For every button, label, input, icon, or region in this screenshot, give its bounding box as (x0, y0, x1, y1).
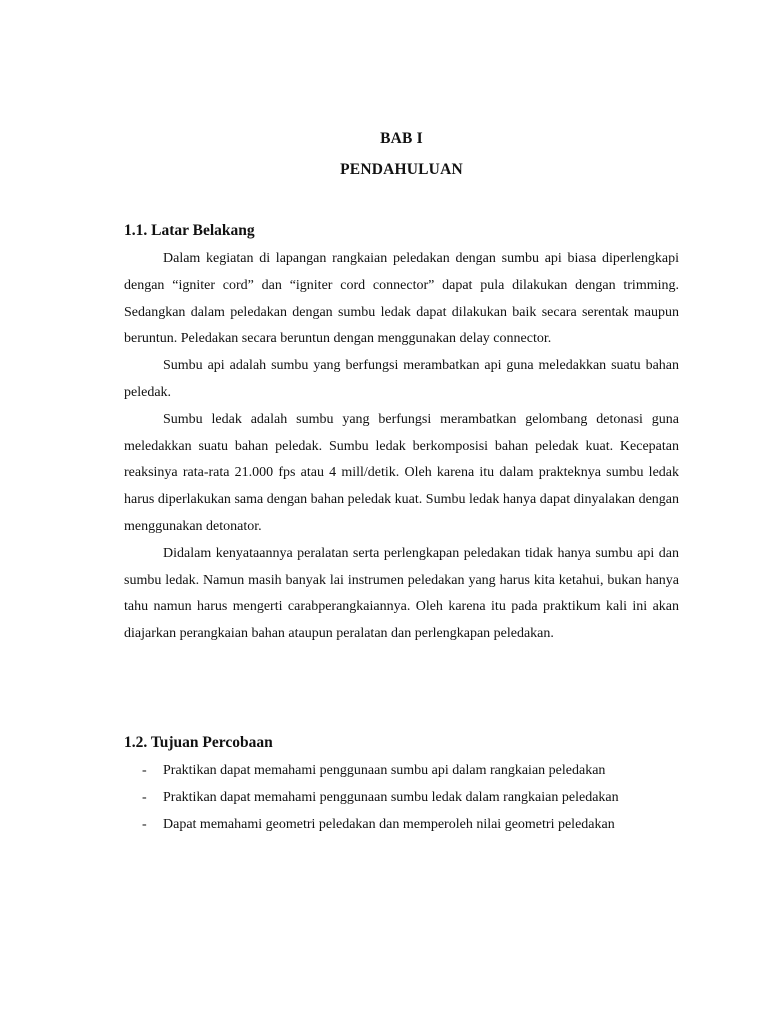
chapter-label: BAB I (380, 130, 423, 147)
paragraph: Sumbu ledak adalah sumbu yang berfungsi merambatkan gelombang detonasi guna meledakkan suatu bahan peledak. Sumbu ledak berkomposisi bahan peledak kuat. Kecepatan reaksinya rata-rata 21.000 fps atau 4 mill/detik. Oleh karena itu dalam prakteknya sumbu ledak harus diperlakukan sama dengan bahan peledak kuat. Sumbu ledak hanya dapat dinyalakan dengan menggunakan detonator. (124, 411, 679, 534)
list-item (124, 815, 679, 842)
objectives-list (124, 761, 679, 842)
list-item (124, 761, 679, 788)
list-item-text: Praktikan dapat memahami penggunaan sumbu ledak dalam rangkaian peledakan (163, 790, 619, 805)
paragraph: Dalam kegiatan di lapangan rangkaian peledakan dengan sumbu api biasa diperlengkapi dengan “igniter cord” dan “igniter cord connector” dapat pula dilakukan dengan trimming. Sedangkan dalam peledakan dengan sumbu ledak dapat dilakukan baik secara serentak maupun beruntun. Peledakan secara beruntun dengan menggunakan delay connector. (124, 251, 679, 347)
section-body-latar-belakang (124, 246, 679, 648)
bullet-dash: - (142, 817, 147, 832)
list-item (124, 788, 679, 815)
list-item-text: Dapat memahami geometri peledakan dan memperoleh nilai geometri peledakan (163, 817, 615, 832)
paragraph: Sumbu api adalah sumbu yang berfungsi merambatkan api guna meledakkan suatu bahan peledak. (124, 358, 679, 400)
bullet-dash: - (142, 763, 147, 778)
section-heading-latar-belakang: 1.1. Latar Belakang (124, 222, 255, 239)
bullet-dash: - (142, 790, 147, 805)
paragraph: Didalam kenyataannya peralatan serta perlengkapan peledakan tidak hanya sumbu api dan sumbu ledak. Namun masih banyak lai instrumen peledakan yang harus kita ketahui, bukan hanya tahu namun harus mengerti carabperangkaiannya. Oleh karena itu pada praktikum kali ini akan diajarkan perangkaian bahan ataupun peralatan dan perlengkapan peledakan. (124, 545, 679, 642)
list-item-text: Praktikan dapat memahami penggunaan sumbu api dalam rangkaian peledakan (163, 763, 606, 778)
chapter-title: PENDAHULUAN (340, 161, 463, 178)
section-heading-tujuan-percobaan: 1.2. Tujuan Percobaan (124, 734, 273, 751)
